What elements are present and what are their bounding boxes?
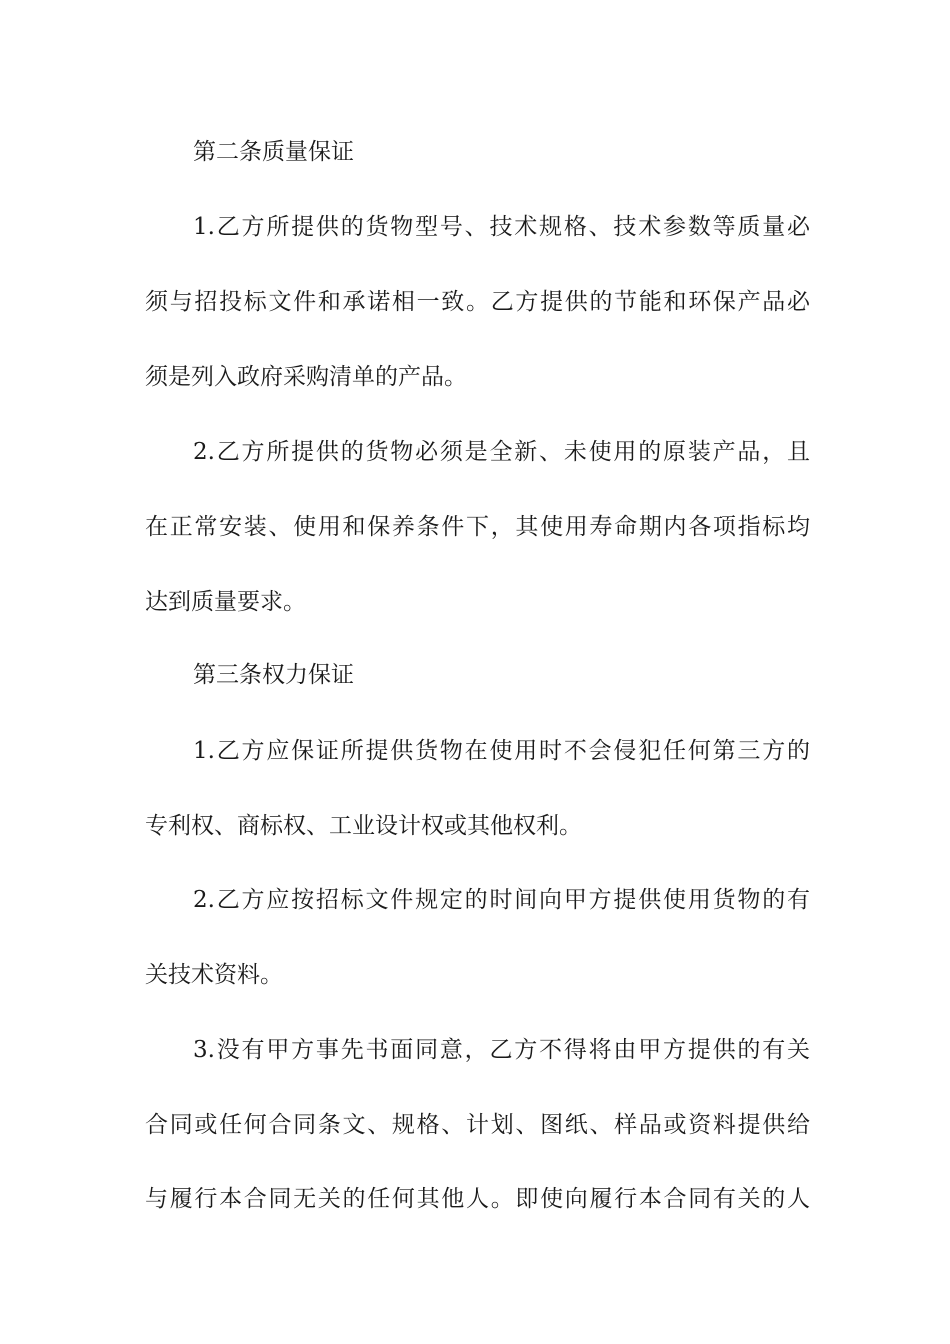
paragraph-line: 2.乙方所提供的货物必须是全新、未使用的原装产品，且 (193, 439, 810, 465)
paragraph-line: 须与招投标文件和承诺相一致。乙方提供的节能和环保产品必 (145, 289, 810, 315)
paragraph-line: 专利权、商标权、工业设计权或其他权利。 (145, 813, 582, 839)
paragraph-line: 1.乙方应保证所提供货物在使用时不会侵犯任何第三方的 (193, 738, 810, 764)
paragraph-line: 3.没有甲方事先书面同意，乙方不得将由甲方提供的有关 (193, 1037, 810, 1063)
paragraph-line: 2.乙方应按招标文件规定的时间向甲方提供使用货物的有 (193, 887, 810, 913)
paragraph-line: 须是列入政府采购清单的产品。 (145, 364, 467, 390)
section-heading-quality: 第二条质量保证 (193, 139, 354, 165)
section-heading-rights: 第三条权力保证 (193, 662, 354, 688)
paragraph-line: 达到质量要求。 (145, 589, 306, 615)
paragraph-line: 1.乙方所提供的货物型号、技术规格、技术参数等质量必 (193, 214, 810, 240)
paragraph-line: 合同或任何合同条文、规格、计划、图纸、样品或资料提供给 (145, 1112, 810, 1138)
paragraph-line: 关技术资料。 (145, 962, 283, 988)
paragraph-line: 在正常安装、使用和保养条件下，其使用寿命期内各项指标均 (145, 514, 810, 540)
paragraph-line: 与履行本合同无关的任何其他人。即使向履行本合同有关的人 (145, 1186, 810, 1212)
